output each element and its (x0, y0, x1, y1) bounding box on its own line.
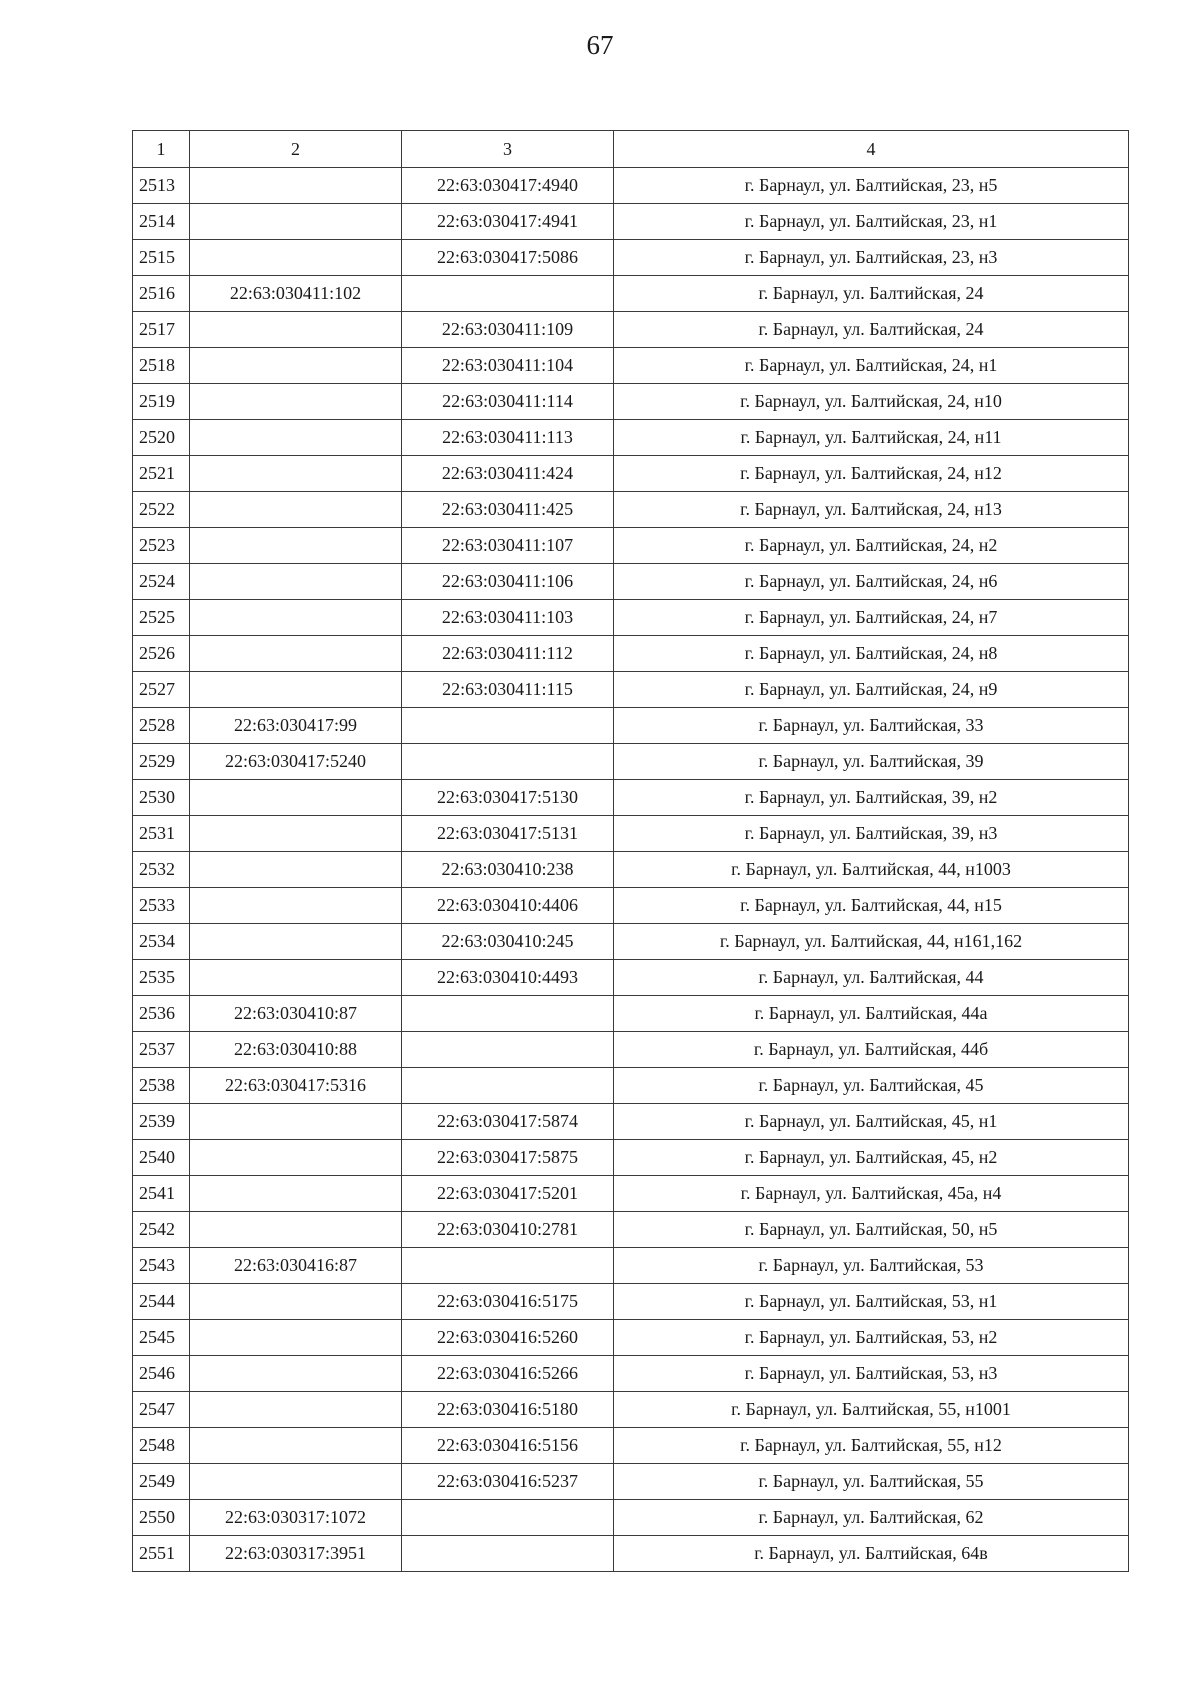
land-cadastral-cell: 22:63:030317:3951 (190, 1536, 402, 1572)
table-row (133, 1464, 1129, 1500)
address-cell: г. Барнаул, ул. Балтийская, 23, н3 (614, 240, 1129, 276)
object-cadastral-cell: 22:63:030411:424 (402, 456, 614, 492)
address-cell: г. Барнаул, ул. Балтийская, 44, н15 (614, 888, 1129, 924)
object-cadastral-cell (402, 1068, 614, 1104)
land-cadastral-cell (190, 528, 402, 564)
address-cell: г. Барнаул, ул. Балтийская, 55 (614, 1464, 1129, 1500)
page-number: 67 (586, 30, 614, 60)
address-cell: г. Барнаул, ул. Балтийская, 24, н10 (614, 384, 1129, 420)
land-cadastral-cell (190, 780, 402, 816)
land-cadastral-cell (190, 888, 402, 924)
table-row (133, 852, 1129, 888)
address-cell: г. Барнаул, ул. Балтийская, 24, н7 (614, 600, 1129, 636)
object-cadastral-cell: 22:63:030416:5180 (402, 1392, 614, 1428)
address-cell: г. Барнаул, ул. Балтийская, 24, н12 (614, 456, 1129, 492)
object-cadastral-cell (402, 744, 614, 780)
address-cell: г. Барнаул, ул. Балтийская, 23, н5 (614, 168, 1129, 204)
object-cadastral-cell: 22:63:030411:107 (402, 528, 614, 564)
row-number-cell: 2536 (133, 996, 190, 1032)
table-row (133, 456, 1129, 492)
land-cadastral-cell (190, 348, 402, 384)
row-number-cell: 2542 (133, 1212, 190, 1248)
table-body (133, 168, 1129, 1572)
land-cadastral-cell: 22:63:030317:1072 (190, 1500, 402, 1536)
land-cadastral-cell (190, 1320, 402, 1356)
object-cadastral-cell: 22:63:030416:5260 (402, 1320, 614, 1356)
object-cadastral-cell: 22:63:030417:4941 (402, 204, 614, 240)
address-cell: г. Барнаул, ул. Балтийская, 44 (614, 960, 1129, 996)
object-cadastral-cell: 22:63:030410:4406 (402, 888, 614, 924)
object-cadastral-cell (402, 276, 614, 312)
table-row (133, 708, 1129, 744)
table-row (133, 636, 1129, 672)
object-cadastral-cell: 22:63:030417:5086 (402, 240, 614, 276)
land-cadastral-cell: 22:63:030417:99 (190, 708, 402, 744)
registry-table (132, 130, 1129, 1572)
address-cell: г. Барнаул, ул. Балтийская, 33 (614, 708, 1129, 744)
land-cadastral-cell (190, 564, 402, 600)
land-cadastral-cell (190, 636, 402, 672)
table-row (133, 204, 1129, 240)
address-cell: г. Барнаул, ул. Балтийская, 24 (614, 312, 1129, 348)
table-row (133, 1536, 1129, 1572)
object-cadastral-cell: 22:63:030417:5874 (402, 1104, 614, 1140)
row-number-cell: 2538 (133, 1068, 190, 1104)
row-number-cell: 2532 (133, 852, 190, 888)
address-cell: г. Барнаул, ул. Балтийская, 45, н2 (614, 1140, 1129, 1176)
address-cell: г. Барнаул, ул. Балтийская, 53, н1 (614, 1284, 1129, 1320)
row-number-cell: 2527 (133, 672, 190, 708)
table-row (133, 312, 1129, 348)
row-number-cell: 2525 (133, 600, 190, 636)
address-cell: г. Барнаул, ул. Балтийская, 53 (614, 1248, 1129, 1284)
object-cadastral-cell: 22:63:030410:245 (402, 924, 614, 960)
land-cadastral-cell (190, 456, 402, 492)
table-row (133, 1392, 1129, 1428)
table-row (133, 1068, 1129, 1104)
table-row (133, 960, 1129, 996)
header-row (133, 131, 1129, 168)
table-row (133, 1428, 1129, 1464)
address-cell: г. Барнаул, ул. Балтийская, 44а (614, 996, 1129, 1032)
object-cadastral-cell: 22:63:030411:106 (402, 564, 614, 600)
address-cell: г. Барнаул, ул. Балтийская, 24 (614, 276, 1129, 312)
land-cadastral-cell: 22:63:030410:87 (190, 996, 402, 1032)
table-row (133, 1176, 1129, 1212)
land-cadastral-cell (190, 1212, 402, 1248)
land-cadastral-cell (190, 204, 402, 240)
header-col-3: 3 (402, 131, 614, 168)
land-cadastral-cell (190, 852, 402, 888)
table-row (133, 348, 1129, 384)
land-cadastral-cell (190, 1428, 402, 1464)
object-cadastral-cell: 22:63:030417:5130 (402, 780, 614, 816)
table-row (133, 528, 1129, 564)
row-number-cell: 2545 (133, 1320, 190, 1356)
address-cell: г. Барнаул, ул. Балтийская, 62 (614, 1500, 1129, 1536)
row-number-cell: 2517 (133, 312, 190, 348)
address-cell: г. Барнаул, ул. Балтийская, 53, н3 (614, 1356, 1129, 1392)
object-cadastral-cell: 22:63:030411:109 (402, 312, 614, 348)
table-row (133, 924, 1129, 960)
land-cadastral-cell (190, 960, 402, 996)
row-number-cell: 2539 (133, 1104, 190, 1140)
table-row (133, 996, 1129, 1032)
table-row (133, 1500, 1129, 1536)
address-cell: г. Барнаул, ул. Балтийская, 39 (614, 744, 1129, 780)
row-number-cell: 2514 (133, 204, 190, 240)
land-cadastral-cell: 22:63:030417:5316 (190, 1068, 402, 1104)
land-cadastral-cell (190, 168, 402, 204)
table-row (133, 1248, 1129, 1284)
land-cadastral-cell: 22:63:030417:5240 (190, 744, 402, 780)
object-cadastral-cell (402, 1032, 614, 1068)
land-cadastral-cell (190, 1356, 402, 1392)
land-cadastral-cell (190, 1104, 402, 1140)
object-cadastral-cell: 22:63:030410:4493 (402, 960, 614, 996)
object-cadastral-cell: 22:63:030410:238 (402, 852, 614, 888)
table-row (133, 1212, 1129, 1248)
land-cadastral-cell (190, 384, 402, 420)
object-cadastral-cell (402, 1500, 614, 1536)
row-number-cell: 2535 (133, 960, 190, 996)
row-number-cell: 2546 (133, 1356, 190, 1392)
address-cell: г. Барнаул, ул. Балтийская, 64в (614, 1536, 1129, 1572)
row-number-cell: 2519 (133, 384, 190, 420)
object-cadastral-cell: 22:63:030416:5175 (402, 1284, 614, 1320)
land-cadastral-cell: 22:63:030411:102 (190, 276, 402, 312)
object-cadastral-cell (402, 708, 614, 744)
header-col-2: 2 (190, 131, 402, 168)
land-cadastral-cell (190, 492, 402, 528)
table-row (133, 888, 1129, 924)
address-cell: г. Барнаул, ул. Балтийская, 24, н2 (614, 528, 1129, 564)
address-cell: г. Барнаул, ул. Балтийская, 24, н8 (614, 636, 1129, 672)
row-number-cell: 2516 (133, 276, 190, 312)
row-number-cell: 2543 (133, 1248, 190, 1284)
row-number-cell: 2537 (133, 1032, 190, 1068)
land-cadastral-cell (190, 1140, 402, 1176)
table-row (133, 1320, 1129, 1356)
object-cadastral-cell: 22:63:030417:5875 (402, 1140, 614, 1176)
land-cadastral-cell (190, 240, 402, 276)
row-number-cell: 2518 (133, 348, 190, 384)
land-cadastral-cell (190, 1284, 402, 1320)
header-col-1: 1 (133, 131, 190, 168)
row-number-cell: 2544 (133, 1284, 190, 1320)
object-cadastral-cell (402, 1536, 614, 1572)
table-row (133, 1140, 1129, 1176)
row-number-cell: 2534 (133, 924, 190, 960)
table-row (133, 240, 1129, 276)
land-cadastral-cell (190, 312, 402, 348)
row-number-cell: 2529 (133, 744, 190, 780)
table-row (133, 672, 1129, 708)
table-row (133, 600, 1129, 636)
object-cadastral-cell: 22:63:030411:104 (402, 348, 614, 384)
land-cadastral-cell (190, 1176, 402, 1212)
row-number-cell: 2522 (133, 492, 190, 528)
row-number-cell: 2520 (133, 420, 190, 456)
table-header (133, 131, 1129, 168)
land-cadastral-cell (190, 924, 402, 960)
address-cell: г. Барнаул, ул. Балтийская, 23, н1 (614, 204, 1129, 240)
address-cell: г. Барнаул, ул. Балтийская, 55, н12 (614, 1428, 1129, 1464)
land-cadastral-cell (190, 1392, 402, 1428)
land-cadastral-cell: 22:63:030416:87 (190, 1248, 402, 1284)
object-cadastral-cell: 22:63:030411:115 (402, 672, 614, 708)
address-cell: г. Барнаул, ул. Балтийская, 45а, н4 (614, 1176, 1129, 1212)
object-cadastral-cell: 22:63:030411:114 (402, 384, 614, 420)
address-cell: г. Барнаул, ул. Балтийская, 55, н1001 (614, 1392, 1129, 1428)
land-cadastral-cell (190, 816, 402, 852)
address-cell: г. Барнаул, ул. Балтийская, 24, н1 (614, 348, 1129, 384)
row-number-cell: 2521 (133, 456, 190, 492)
table-row (133, 780, 1129, 816)
table-row (133, 744, 1129, 780)
table-row (133, 1104, 1129, 1140)
address-cell: г. Барнаул, ул. Балтийская, 53, н2 (614, 1320, 1129, 1356)
table-row (133, 1032, 1129, 1068)
land-cadastral-cell (190, 672, 402, 708)
header-col-4: 4 (614, 131, 1129, 168)
row-number-cell: 2531 (133, 816, 190, 852)
table-row (133, 276, 1129, 312)
land-cadastral-cell (190, 600, 402, 636)
row-number-cell: 2523 (133, 528, 190, 564)
table-row (133, 1284, 1129, 1320)
row-number-cell: 2551 (133, 1536, 190, 1572)
land-cadastral-cell (190, 1464, 402, 1500)
row-number-cell: 2540 (133, 1140, 190, 1176)
row-number-cell: 2548 (133, 1428, 190, 1464)
address-cell: г. Барнаул, ул. Балтийская, 24, н13 (614, 492, 1129, 528)
land-cadastral-cell: 22:63:030410:88 (190, 1032, 402, 1068)
row-number-cell: 2515 (133, 240, 190, 276)
table-row (133, 384, 1129, 420)
object-cadastral-cell: 22:63:030411:103 (402, 600, 614, 636)
table-row (133, 492, 1129, 528)
row-number-cell: 2547 (133, 1392, 190, 1428)
address-cell: г. Барнаул, ул. Балтийская, 44, н1003 (614, 852, 1129, 888)
object-cadastral-cell: 22:63:030416:5237 (402, 1464, 614, 1500)
object-cadastral-cell: 22:63:030417:4940 (402, 168, 614, 204)
object-cadastral-cell: 22:63:030410:2781 (402, 1212, 614, 1248)
table-row (133, 564, 1129, 600)
row-number-cell: 2549 (133, 1464, 190, 1500)
address-cell: г. Барнаул, ул. Балтийская, 24, н11 (614, 420, 1129, 456)
table-row (133, 168, 1129, 204)
row-number-cell: 2528 (133, 708, 190, 744)
table-row (133, 420, 1129, 456)
object-cadastral-cell (402, 996, 614, 1032)
object-cadastral-cell (402, 1248, 614, 1284)
object-cadastral-cell: 22:63:030411:112 (402, 636, 614, 672)
address-cell: г. Барнаул, ул. Балтийская, 45, н1 (614, 1104, 1129, 1140)
object-cadastral-cell: 22:63:030411:113 (402, 420, 614, 456)
row-number-cell: 2530 (133, 780, 190, 816)
address-cell: г. Барнаул, ул. Балтийская, 24, н9 (614, 672, 1129, 708)
row-number-cell: 2533 (133, 888, 190, 924)
object-cadastral-cell: 22:63:030417:5201 (402, 1176, 614, 1212)
object-cadastral-cell: 22:63:030417:5131 (402, 816, 614, 852)
address-cell: г. Барнаул, ул. Балтийская, 24, н6 (614, 564, 1129, 600)
table-row (133, 1356, 1129, 1392)
row-number-cell: 2541 (133, 1176, 190, 1212)
address-cell: г. Барнаул, ул. Балтийская, 44б (614, 1032, 1129, 1068)
object-cadastral-cell: 22:63:030416:5266 (402, 1356, 614, 1392)
row-number-cell: 2513 (133, 168, 190, 204)
row-number-cell: 2526 (133, 636, 190, 672)
address-cell: г. Барнаул, ул. Балтийская, 39, н3 (614, 816, 1129, 852)
address-cell: г. Барнаул, ул. Балтийская, 45 (614, 1068, 1129, 1104)
row-number-cell: 2550 (133, 1500, 190, 1536)
table-row (133, 816, 1129, 852)
land-cadastral-cell (190, 420, 402, 456)
object-cadastral-cell: 22:63:030416:5156 (402, 1428, 614, 1464)
address-cell: г. Барнаул, ул. Балтийская, 39, н2 (614, 780, 1129, 816)
address-cell: г. Барнаул, ул. Балтийская, 44, н161,162 (614, 924, 1129, 960)
object-cadastral-cell: 22:63:030411:425 (402, 492, 614, 528)
row-number-cell: 2524 (133, 564, 190, 600)
address-cell: г. Барнаул, ул. Балтийская, 50, н5 (614, 1212, 1129, 1248)
